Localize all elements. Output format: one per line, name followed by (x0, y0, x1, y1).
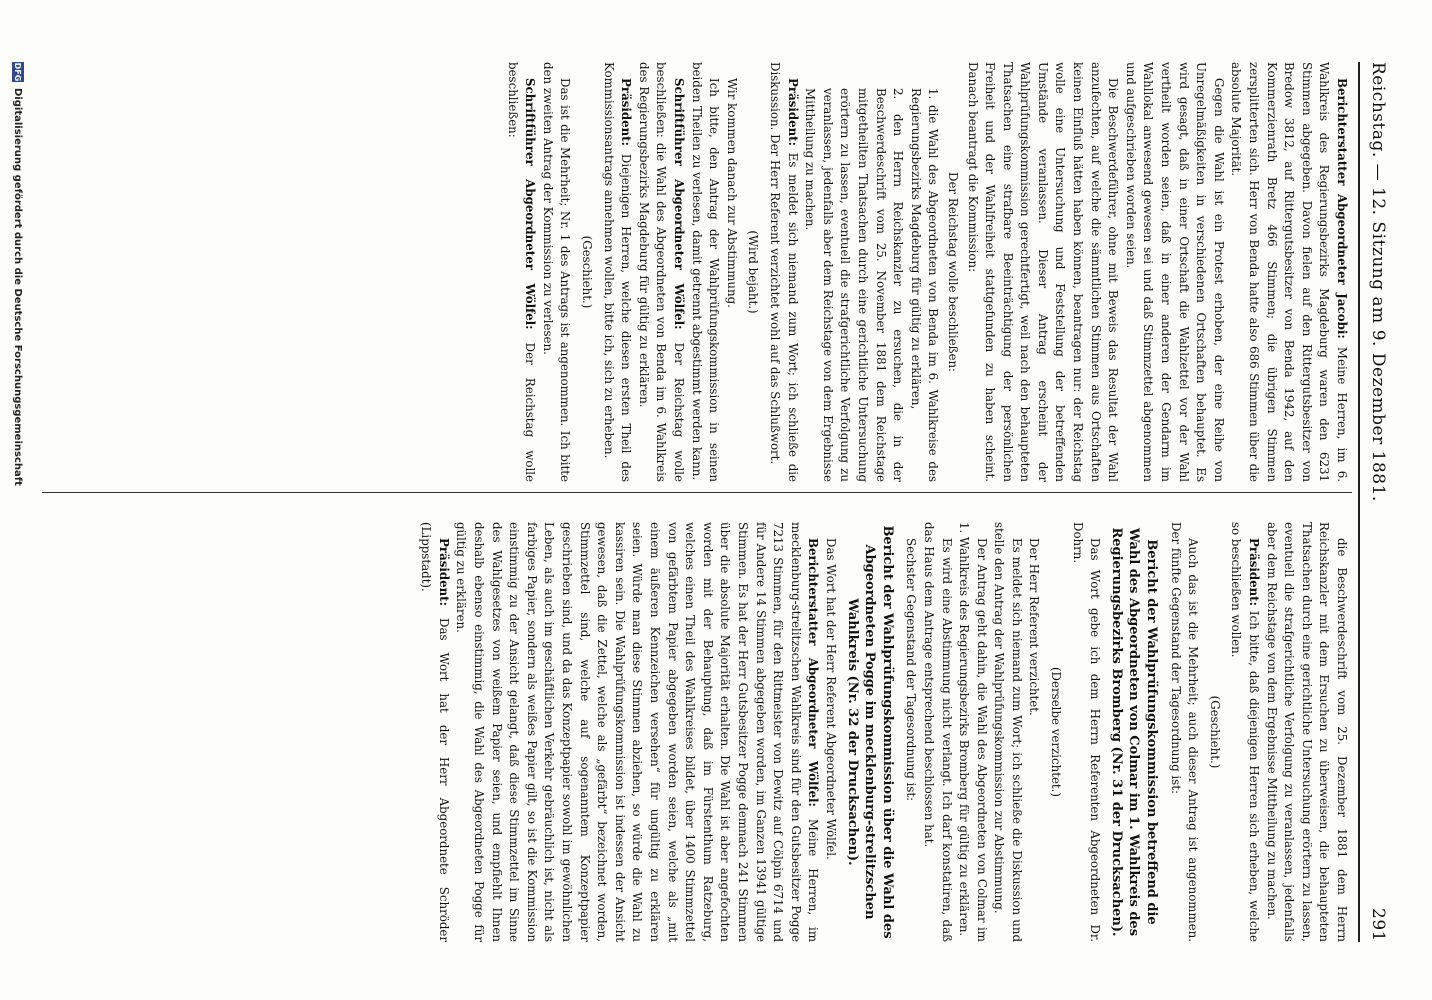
footer-text: Digitalisierung gefördert durch die Deutsche Forschungsgemeinschaft (12, 88, 24, 486)
stage-direction (744, 62, 762, 482)
paragraph-text: die Beschwerdeschrift vom 25. Dezember 1881 dem Herrn Reichskanzler mit dem Ersuchen zu überweisen, die behaupteten Thatsachen durch eine gerichtliche Untersuchung erörtern zu lassen, eventuell die strafgerichtliche Verfolgung zu veranlassen, jedenfalls aber dem Reichstage von dem Ergebnisse Mittheilung zu machen. (1264, 522, 1349, 942)
paragraph-text: Gegen die Wahl ist ein Protest erhoben, der eine Reihe von Unregelmäßigkeiten in verschiedenen Ortschaften behauptet. Es wird gesagt, daß in einer Ortschaft die Wahlzettel vor der Wahl vertheilt worden seien, daß in einer anderen der Gendarm im Wahllokal anwesend gewesen sei und daß Stimmzettel abgenommen und aufgeschrieben worden seien. (1123, 62, 1226, 482)
speaker-name: Präsident: (1247, 538, 1262, 606)
paragraph (599, 62, 634, 482)
page-number: 291 (1368, 908, 1388, 942)
paragraph-text: Bericht der Wahlprüfungskommission über die Wahl des Abgeordneten Pogge im mecklenburg-strelitzschen Wahlkreis (Nr. 32 der Drucksachen). (844, 525, 895, 939)
paragraph (963, 62, 1121, 482)
paragraph (1121, 62, 1227, 482)
paragraph (538, 62, 573, 482)
speaker-name: Präsident: (436, 538, 451, 606)
page-title: Reichstag. — 12. Sitzung am 9. Dezember 1881. (1368, 62, 1388, 502)
paragraph (503, 62, 538, 482)
dfg-logo: DFG (13, 62, 23, 82)
paragraph (417, 522, 452, 942)
paragraph-text: Es meldet sich niemand zum Wort; ich schließe die Diskussion und stelle den Antrag der Wahlprüfungskommission zur Abstimmung. (992, 522, 1024, 942)
paragraph-text: (Wird bejaht.) (746, 230, 761, 314)
paragraph (955, 522, 990, 942)
paragraph-text: Bericht der Wahlprüfungskommission betreffend die Wahl des Abgeordneten von Colmar im 1. Wahlkreis des Regierungsbezirks Bromberg (Nr. 31 der Drucksachen). (1108, 527, 1160, 937)
paragraph-text: Der Reichstag wolle beschließen: (945, 171, 960, 373)
paragraph (1227, 522, 1262, 942)
paragraph (634, 62, 687, 482)
paragraph-text: 2. den Herrn Reichskanzler zu ersuchen, die in der Beschwerdeschrift vom 25. November 1881 dem Reichstage mitgetheilten Thatsachen durch eine gerichtliche Untersuchung erörtern zu lassen, eventuell die strafgerichtliche Verfolgung zu veranlassen, jedenfalls aber dem Reichstage von dem Ergebnisse Mittheilung zu machen. (803, 88, 906, 482)
paragraph-text: Ich bitte, daß diejenigen Herren sich erheben, welche so beschließen wollen. (1229, 522, 1262, 942)
paragraph-text: Das ist die Mehrheit; Nr. 1 des Antrags ist angenommen. Ich bitte den zweiten Antrag der Kommission zu verlesen. (540, 62, 573, 482)
paragraph-text: Das Wort gebe ich dem Herrn Referenten Abgeordneten Dr. Dohrn. (1070, 522, 1103, 942)
paragraph-text: Ich bitte, den Antrag der Wahlprüfungskommission in seinen beiden Theilen zu verlesen, damit getrennt abgestimmt werden kann. (689, 62, 722, 482)
speaker-name: Berichterstatter Abgeordneter Jacobi: (1335, 78, 1349, 339)
resolution-intro (943, 62, 961, 482)
paragraph (1262, 522, 1350, 942)
resolution-item (906, 62, 941, 482)
stage-direction (577, 62, 595, 482)
agenda-heading (1107, 522, 1160, 942)
paragraph (1227, 62, 1350, 482)
paragraph (1025, 522, 1043, 942)
resolution-item (801, 62, 907, 482)
paragraph-text: (Geschieht.) (580, 235, 595, 309)
header-rule (1358, 62, 1360, 942)
paragraph (1068, 522, 1103, 942)
stage-direction (1047, 522, 1065, 942)
paragraph-text: 1. die Wahl des Abgeordneten von Benda im 6. Wahlkreise des Regierungsbezirks Magdeburg für gültig zu erklären, (908, 88, 941, 482)
paragraph (919, 522, 954, 942)
speaker-name: Schriftführer Abgeordneter Wölfel: (672, 78, 687, 330)
paragraph-text: Sechster Gegenstand der Tagesordnung ist: (904, 538, 919, 802)
paragraph (990, 522, 1025, 942)
paragraph (902, 522, 920, 942)
paragraph (452, 522, 821, 942)
paragraph-text: Der Reichstag wolle beschließen: die Wahl des Abgeordneten von Benda im 6. Wahlkreis des Regierungsbezirks Magdeburg für gültig zu erklären. (636, 62, 687, 482)
paragraph-text: Das Wort hat der Herr Abgeordnete Schröder (Lippstadt). (419, 522, 451, 942)
agenda-heading (843, 522, 896, 942)
paragraph (687, 62, 722, 482)
paragraph-text: Meine Herren, im mecklenburg-strelitzschen Wahlkreis sind für den Gutsbesitzer Pogge 7213 Stimmen, für den Rittmeister von Dewitz auf Cölpin 6714 und für Andere 14 Stimmen abgegeben worden, im Ganzen 13941 gültige Stimmen. Es hat der Herr Gutsbesitzer Pogge demnach 241 Stimmen über die absolute Majorität erhalten. Die Wahl ist aber angefochten worden mit der Behauptung, daß im Fürstenthum Ratzeburg, welches einen Theil des Wahlkreises bildet, über 1400 Stimmzettel von gefärbtem Papier abgegeben worden seien, welche als „mit einem äußeren Kennzeichen versehen“ für ungültig zu erklären seien. Würde man diese Stimmen abziehen, so würde die Wahl zu kassiren sein. Die Wahlprüfungskommission ist indessen der Ansicht gewesen, daß die Zettel, welche als „gefärbt“ bezeichnet worden, Stimmzettel sind, welche auf sogenanntem Konzeptpapier geschrieben sind, und da das Konzeptpapier sowohl im gewöhnlichen Leben, als auch im geschäftlichen Verkehr gebräuchlich ist, nicht als farbiges Papier, sondern als weißes Papier gilt, so ist die Kommission einstimmig zu der Ansicht gelangt, daß diese Stimmzettel im Sinne des Wahlgesetzes von weißem Papier seien, und empfiehlt Ihnen deshalb ebenso einstimmig, die Wahl des Abgeordneten Pogge für gültig zu erklären. (454, 522, 821, 942)
paragraph-text: Die Beschwerdeführer, ohne mit Beweis das Resultat der Wahl anzufechten, auf welche die sämmtlichen Stimmen aus Ortschaften keinen Einfluß hätten haben können, beantragen nur: der Reichstag wolle eine Untersuchung und Feststellung der betreffenden Umstände veranlassen. Dieser Antrag erscheint der Wahlprüfungskommission gerechtfertigt, weil nach den behaupteten Thatsachen eine strafbare Beeinträchtigung der persönlichen Freiheit und der Wahlfreiheit stattgefunden zu haben scheint. Danach beantragt die Kommission: (965, 62, 1121, 482)
speaker-name: Schriftführer Abgeordneter Wölfel: (523, 78, 538, 330)
paragraph-text: Der Antrag geht dahin, die Wahl des Abgeordneten von Colmar im 1. Wahlkreis des Regierungsbezirks Bromberg für gültig zu erklären. (957, 522, 989, 942)
paragraph-text: Das Wort hat der Herr Referent Abgeordneter Wölfel. (823, 538, 838, 860)
left-column (30, 62, 1350, 482)
paragraph-text: Der Reichstag wolle beschließen: (505, 62, 538, 482)
speaker-name: Berichterstatter Abgeordneter Wölfel: (806, 538, 821, 807)
right-column (30, 522, 1350, 942)
paragraph (1166, 522, 1201, 942)
speaker-name: Präsident: (619, 78, 634, 146)
paragraph (765, 62, 800, 482)
paragraph-text: Wir kommen danach zur Abstimmung. (724, 78, 739, 308)
paragraph-text: Meine Herren, im 6. Wahlkreis des Regierungsbezirks Magdeburg waren den 6231 Stimmen abgegeben. Davon fielen auf den Rittergutsbesitzer von Bredow 3812, auf Rittergutsbesitzer von Benda 1942, auf den Kommerzienrath Bretz 466 Stimmen; die übrigen Stimmen zersplitterten sich. Herr von Benda hatte also 686 Stimmen über die absolute Majorität. (1229, 62, 1349, 482)
speaker-name: Präsident: (785, 78, 800, 146)
paragraph-text: Der Herr Referent verzichtet. (1027, 538, 1042, 716)
running-head (1364, 62, 1394, 942)
paragraph-text: Es wird eine Abstimmung nicht verlangt. Ich darf konstatiren, daß das Haus dem Antrage entsprechend beschlossen hat. (921, 522, 954, 942)
paragraph-text: Auch das ist die Mehrheit; auch dieser Antrag ist angenommen. Der fünfte Gegenstand der Tagesordnung ist: (1168, 522, 1201, 942)
digitization-footer (12, 62, 24, 962)
paragraph (821, 522, 839, 942)
column-divider (42, 492, 1352, 493)
paragraph-text: Es meldet sich niemand zum Wort; ich schließe die Diskussion. Der Herr Referent verzichtet wohl auf das Schlußwort. (768, 62, 800, 482)
paragraph-text: (Geschieht.) (1207, 695, 1222, 769)
paragraph (722, 62, 740, 482)
paragraph-text: Diejenigen Herren, welche diesen ersten Theil des Kommissionsantrags annehmen wollen, bitte ich, sich zu erheben. (601, 62, 634, 482)
stage-direction (1205, 522, 1223, 942)
paragraph-text: (Derselbe verzichtet.) (1049, 666, 1064, 798)
